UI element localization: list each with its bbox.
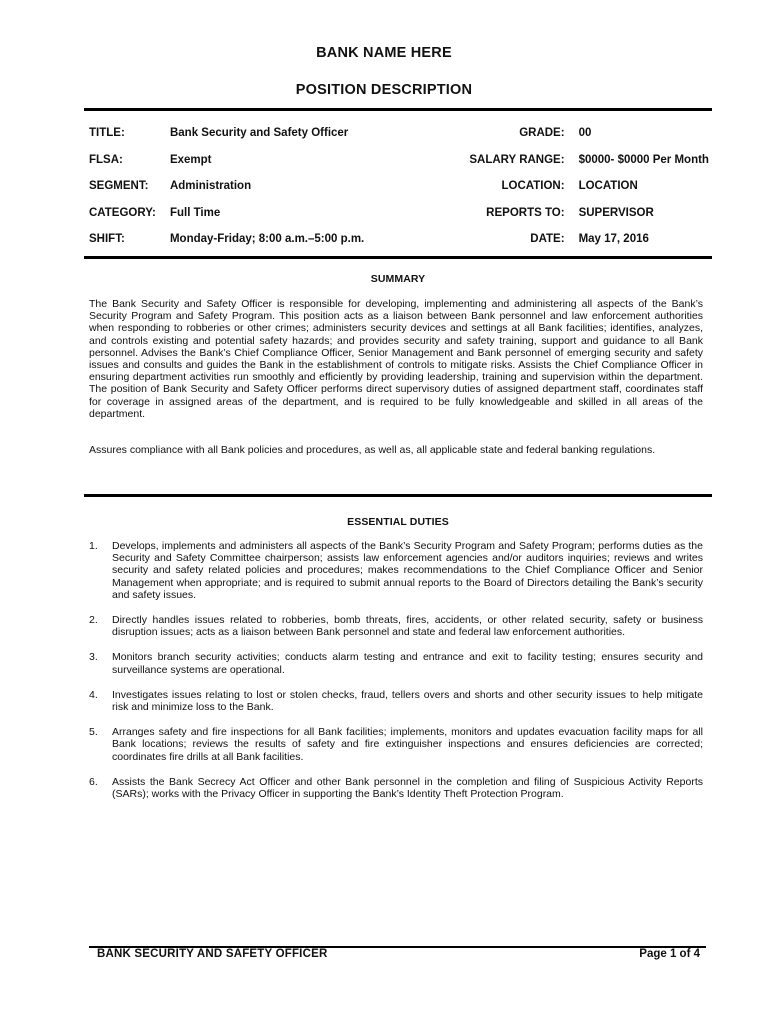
duty-item: [89, 614, 703, 638]
info-row-flsa: [89, 147, 709, 174]
essential-duties-heading: ESSENTIAL DUTIES: [347, 516, 449, 528]
salary-range-value: $0000- $0000 Per Month: [578, 153, 709, 166]
flsa-label: FLSA:: [89, 153, 123, 166]
duty-number: 5.: [89, 726, 98, 739]
info-row-segment: [89, 173, 709, 200]
duty-text: Develops, implements and administers all aspects of the Bank’s Security Program and Safety Program; performs duties as the Security and Safety Committee chairperson; assists law enforcement agencies and/or auditors inquiries; reviews and writes security and safety related policies and procedures; makes recommendations to the Chief Compliance Officer and Senior Management when appropriate; and is required to submit annual reports to the Board of Directors detailing the Bank’s security and safety issues.: [112, 540, 703, 601]
date-label: DATE:: [530, 233, 565, 246]
category-label: CATEGORY:: [89, 206, 156, 219]
duty-number: 4.: [89, 688, 98, 701]
summary-heading: SUMMARY: [370, 273, 426, 285]
duty-text: Arranges safety and fire inspections for all Bank facilities; implements, monitors and updates evacuation facility maps for all Bank locations; reviews the results of safety and fire extinguisher inspections and ensures deficiencies are corrected; coordinates fire drills at all Bank facilities.: [112, 726, 703, 763]
shift-value: Monday-Friday; 8:00 a.m.–5:00 p.m.: [169, 233, 365, 246]
duty-item: [89, 776, 703, 800]
grade-value: 00: [578, 127, 592, 140]
header-divider: [84, 108, 712, 111]
duty-text: Directly handles issues related to robberies, bomb threats, fires, accidents, or other related security, safety or business disruption issues; acts as a liaison between Bank personnel and state and federal law enforcement authorities.: [112, 614, 703, 639]
grade-label: GRADE:: [519, 127, 565, 140]
position-info-table: [89, 120, 709, 253]
bank-name: BANK NAME HERE: [316, 45, 452, 61]
duty-text: Assists the Bank Secrecy Act Officer and other Bank personnel in the completion and filing of Suspicious Activity Reports (SARs); works with the Privacy Officer in supporting the Bank’s Identity Theft Protection Program.: [112, 775, 703, 801]
title-value: Bank Security and Safety Officer: [169, 127, 349, 140]
info-row-category: [89, 200, 709, 227]
duty-text: Monitors branch security activities; conducts alarm testing and entrance and exit to facility testing; ensures security and surveillance systems are operational.: [112, 651, 703, 676]
duty-number: 2.: [89, 614, 98, 627]
segment-value: Administration: [169, 180, 252, 193]
info-row-shift: [89, 226, 709, 253]
segment-label: SEGMENT:: [89, 180, 149, 193]
footer-title: BANK SECURITY AND SAFETY OFFICER: [97, 948, 328, 960]
location-label: LOCATION:: [501, 180, 565, 193]
info-row-title: [89, 120, 709, 147]
category-value: Full Time: [169, 206, 221, 219]
document-title: POSITION DESCRIPTION: [295, 82, 473, 98]
date-value: May 17, 2016: [578, 233, 649, 246]
reports-to-value: SUPERVISOR: [578, 206, 654, 219]
compliance-paragraph: Assures compliance with all Bank policies and procedures, as well as, all applicable state and federal banking regulations.: [89, 444, 656, 456]
duty-number: 1.: [89, 540, 98, 552]
duty-item: [89, 689, 703, 713]
shift-label: SHIFT:: [89, 233, 125, 246]
info-divider: [84, 256, 712, 259]
duty-number: 6.: [89, 775, 98, 788]
page-number: Page 1 of 4: [639, 948, 700, 960]
duty-item: [89, 726, 703, 763]
duty-item: [89, 651, 703, 675]
flsa-value: Exempt: [169, 153, 212, 166]
salary-range-label: SALARY RANGE:: [469, 153, 565, 166]
duty-number: 3.: [89, 651, 98, 664]
duty-text: Investigates issues relating to lost or stolen checks, fraud, tellers overs and shorts and other security issues to help mitigate risk and minimize loss to the Bank.: [112, 688, 703, 714]
title-label: TITLE:: [89, 127, 125, 140]
essential-duties-list: [89, 540, 703, 800]
summary-paragraph: The Bank Security and Safety Officer is responsible for developing, implementing and administering all aspects of the Bank’s Security Program and Safety Program. This position acts as a liaison between Bank personnel and law enforcement authorities when responding to robberies or other crimes; administers security devices and settings at all Bank facilities; identifies, analyzes, and controls existing and potential safety hazards; and provides security and safety training, support and guidance to all Bank personnel. Advises the Bank’s Chief Compliance Officer, Senior Management and Bank personnel of emerging security and safety issues and consults and guides the Bank in the establishment of controls to mitigate risks. Assists the Chief Compliance Officer in ensuring department activities run smoothly and efficiently by providing leadership, training and supervision within the department. The position of Bank Security and Safety Officer performs direct supervisory duties of assigned department staff, coordinates staff for coverage in assigned areas of the department, and is required to be fully knowledgeable and skilled in all areas of the department.: [89, 298, 703, 420]
summary-divider: [84, 494, 712, 497]
reports-to-label: REPORTS TO:: [486, 206, 565, 219]
duty-item: [89, 540, 703, 601]
location-value: LOCATION: [578, 180, 638, 193]
